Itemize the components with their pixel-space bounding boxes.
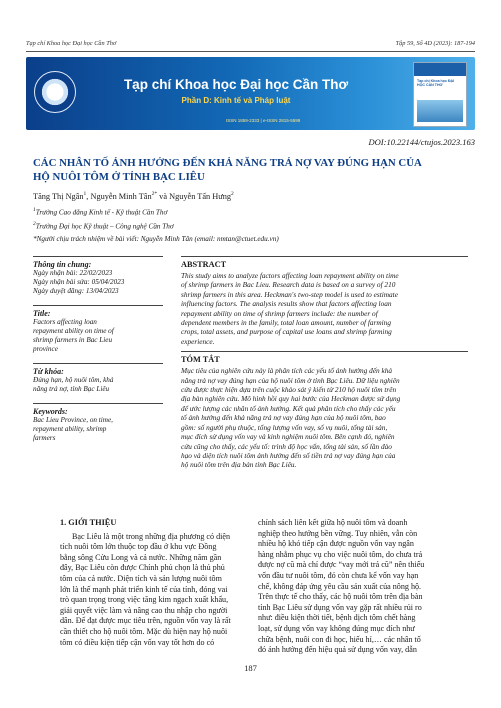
- keywords-vi-line: năng trả nợ, tỉnh Bạc Liêu: [33, 385, 110, 393]
- abstract-line: crops, total assets, and purpose of capital use loans and shrimp farming: [181, 327, 392, 337]
- body-line: chế, không đáp ứng yêu cầu sản xuất của nông hộ.: [258, 581, 422, 591]
- body-line: chữa bệnh, nuôi con đi học, hiếu hỉ,… các nhân tố: [258, 634, 421, 644]
- body-line: Trên thực tế cho thấy, các hộ nuôi tôm trên địa bàn: [258, 592, 423, 602]
- journal-cover-thumbnail: [413, 62, 467, 127]
- tomtat-line: cứu được thực hiện dựa trên cuộc khảo sát ý kiến từ 210 hộ nuôi tôm trên: [181, 385, 397, 395]
- english-title-line: shrimp farmers in Bac Lieu: [33, 336, 113, 344]
- author-separator: và: [157, 191, 170, 201]
- article-info-sidebar: [33, 256, 163, 452]
- abstract-vi-body: [181, 366, 468, 469]
- body-line: tôm có điều kiện tiếp cận vốn vay tốt hơn do có: [60, 637, 215, 647]
- body-line: bằng sông Cửu Long và cả nước. Những năm gần: [60, 552, 222, 562]
- body-line: dân. Để đạt được mục tiêu trên, nguồn vốn vay là rất: [60, 616, 231, 626]
- paper-title-line-1: CÁC NHÂN TỐ ẢNH HƯỞNG ĐẾN KHẢ NĂNG TRẢ NỢ VAY ĐÚNG HẠN CỦA: [33, 157, 422, 169]
- abstract-heading: ABSTRACT: [181, 260, 227, 269]
- body-line: tỉnh Bạc Liêu sử dụng vốn vay gặp rất nhiều rủi ro: [258, 602, 422, 612]
- author-list: Tăng Thị Ngân$^1$, Nguyễn Minh Tân$^{2*}$ và Nguyễn Tấn Hưng$^2$: [33, 191, 234, 201]
- body-line: tôm của cả nước. Diện tích và sản lượng nuôi tôm: [60, 573, 222, 583]
- keywords-vi-block: [33, 363, 163, 394]
- sidebar-rule: [33, 403, 163, 404]
- body-line: được nợ cũ mà chỉ được “vay mới trả cũ” nên thiếu: [258, 560, 425, 570]
- banner-issn: ISSN 1859-2333 | e-ISSN 2815-5599: [226, 118, 301, 123]
- english-title-heading: Title:: [33, 309, 51, 318]
- author-3: Nguyễn Tấn Hưng: [169, 191, 232, 201]
- abstract-line: This study aims to analyze factors affecting loan repayment ability on time: [181, 271, 399, 280]
- abstract-rule: [181, 256, 468, 257]
- body-line: loạt, sử dụng vốn vay không đúng mục đích như: [258, 623, 415, 633]
- abstract-en-body: [181, 271, 468, 346]
- body-line: nghiệp theo hướng bền vững. Tuy nhiên, vẫn còn: [258, 528, 418, 538]
- abstract-line: of shrimp farmers in Bac Lieu. Research data is based on a survey of 210: [181, 280, 396, 290]
- university-logo-icon: [34, 71, 76, 113]
- corresponding-author: *Người chịu trách nhiệm về bài viết: Nguyễn Minh Tân (email: nmtan@ctuet.edu.vn): [33, 235, 279, 243]
- author-1: Tăng Thị Ngân: [33, 191, 84, 201]
- sidebar-rule: [33, 305, 163, 306]
- keywords-en-block: [33, 403, 163, 443]
- tomtat-line: mục đích sử dụng vốn vay và kinh nghiệm nuôi tôm. Bên cạnh đó, nghiên: [181, 432, 395, 442]
- cover-band: [414, 63, 466, 76]
- doi[interactable]: DOI:10.22144/ctujos.2023.163: [368, 137, 475, 147]
- affiliation-2: $^2$Trường Đại học Kỹ thuật – Công nghệ Cần Thơ: [33, 221, 174, 231]
- banner-subtitle: Phần D: Kinh tế và Pháp luật: [181, 96, 291, 105]
- author-2: Nguyễn Minh Tân: [90, 191, 152, 201]
- keywords-vi-heading: Từ khóa:: [33, 367, 64, 376]
- english-title-block: [33, 305, 163, 354]
- paper-title-line-2: HỘ NUÔI TÔM Ở TỈNH BẠC LIÊU: [33, 170, 205, 183]
- tomtat-line: năng trả nợ vay đúng hạn của hộ nuôi tôm ở tỉnh Bạc Liêu. Dữ liệu nghiên: [181, 375, 400, 385]
- affiliation-1-text: Trường Cao đẳng Kinh tế - Kỹ thuật Cần Thơ: [35, 208, 168, 217]
- body-line: như: điều kiện thời tiết, bệnh dịch tôm chết hàng: [258, 613, 416, 623]
- body-line: nhiều hộ khó tiếp cận được nguồn vốn vay ngân: [258, 539, 414, 549]
- date-revised: Ngày nhận bài sửa: 05/04/2023: [33, 278, 125, 286]
- info-heading: Thông tin chung:: [33, 260, 92, 269]
- body-line: cần thiết cho hộ nuôi tôm. Mặc dù hiện nay hộ nuôi: [60, 626, 228, 636]
- keywords-en-line: farmers: [33, 434, 56, 442]
- keywords-vi-line: Đúng hạn, hộ nuôi tôm, khả: [33, 376, 114, 384]
- date-accepted: Ngày duyệt đăng: 13/04/2023: [33, 287, 119, 295]
- header-rule: [26, 51, 475, 52]
- body-line: giải quyết việc làm và nâng cao thu nhập cho người: [60, 605, 228, 615]
- tomtat-line: hạo và diện tích nuôi tôm ảnh hưởng đến số tiền trả nợ vay đúng hạn của: [181, 450, 396, 460]
- tomtat-line: Mục tiêu của nghiên cứu này là phân tích các yếu tố ảnh hưởng đến khả: [181, 366, 393, 376]
- abstract-section: [181, 256, 468, 470]
- body-line: tích nuôi tôm lớn thuộc top đầu ở khu vực Đồng: [60, 542, 217, 552]
- section-heading-introduction: 1. GIỚI THIỆU: [60, 518, 117, 527]
- cover-title: Tạp chí Khoa học ĐẠI HỌC CẦN THƠ: [417, 79, 455, 88]
- tomtat-line: hộ nuôi tôm trên địa bàn tỉnh Bạc Liêu.: [181, 460, 297, 470]
- abstract-line: experience.: [181, 336, 215, 346]
- abstract-line: repayment ability on time of shrimp farmers include: the number of: [181, 308, 378, 318]
- sidebar-rule: [33, 256, 163, 257]
- body-column-left: [60, 518, 242, 648]
- body-line: chính sách liên kết giữa hộ nuôi tôm và doanh: [258, 518, 408, 527]
- body-line: đó ảnh hưởng đến hiệu quả sử dụng vốn vay, dẫn: [258, 645, 417, 655]
- running-header-issue: Tập 59, Số 4D (2023): 187-194: [395, 40, 475, 47]
- body-line: trò quan trọng trong việc tăng kim ngạch xuất khẩu,: [60, 595, 229, 605]
- paper-title: [33, 157, 463, 184]
- tomtat-line: để ước lượng các nhân tố ảnh hưởng. Kết quả phân tích cho thấy các yếu: [181, 403, 396, 413]
- english-title-line: repayment ability on time of: [33, 327, 114, 335]
- english-title-line: Factors affecting loan: [33, 318, 97, 326]
- tomtat-rule: [181, 351, 468, 352]
- body-line: hàng nhằm phục vụ cho việc nuôi tôm, do chưa trả: [258, 549, 423, 559]
- affiliation-2-text: Trường Đại học Kỹ thuật – Công nghệ Cần Thơ: [35, 222, 174, 231]
- body-line: đây, Bạc Liêu còn được Chính phủ chọn là thủ phủ: [60, 563, 225, 573]
- tomtat-heading: TÓM TẮT: [181, 355, 220, 365]
- abstract-line: shrimp farmers in this area. Heckman's two-step model is used to estimate: [181, 289, 398, 299]
- sidebar-rule: [33, 363, 163, 364]
- info-block: [33, 256, 163, 296]
- english-title-line: province: [33, 345, 58, 353]
- body-line: Bạc Liêu là một trong những địa phương có diện: [72, 531, 231, 541]
- tomtat-line: tố ảnh hưởng đến khả năng trả nợ vay đúng hạn của hộ nuôi tôm, bao: [181, 413, 386, 423]
- body-line: lớn là thế mạnh phát triển kinh tế của tỉnh, đóng vai: [60, 584, 228, 594]
- tomtat-line: địa bàn nghiên cứu. Mô hình hồi quy hai bước của Heckman được sử dụng: [181, 394, 401, 404]
- body-column-right: [258, 518, 442, 656]
- abstract-line: dependent members in the family, total loan amount, number of farming: [181, 318, 391, 328]
- tomtat-line: cứu cũng cho thấy, các yếu tố: trình độ học vấn, tổng tài sản, số lần đào: [181, 441, 392, 451]
- keywords-en-line: Bac Lieu Province, on time,: [33, 416, 113, 424]
- keywords-en-line: repayment ability, shrimp: [33, 425, 107, 433]
- abstract-line: influencing factors. The analysis results show that factors affecting loan: [181, 299, 392, 309]
- running-header-journal: Tạp chí Khoa học Đại học Cần Thơ: [26, 40, 117, 47]
- journal-banner: [26, 57, 475, 130]
- keywords-en-heading: Keywords:: [33, 407, 68, 416]
- date-received: Ngày nhận bài: 22/02/2023: [33, 269, 113, 277]
- affiliation-1: $^1$Trường Cao đẳng Kinh tế - Kỹ thuật Cần Thơ: [33, 207, 168, 217]
- banner-title: Tạp chí Khoa học Đại học Cần Thơ: [123, 77, 349, 92]
- page-number: 187: [244, 663, 257, 673]
- tomtat-line: gồm: số người phụ thuộc, tổng lượng vốn vay, số vụ nuôi, tổng tài sản,: [181, 422, 388, 432]
- cover-image: [417, 100, 463, 122]
- body-line: vốn đầu tư nuôi tôm, đó còn chưa kể vốn vay hạn: [258, 570, 419, 580]
